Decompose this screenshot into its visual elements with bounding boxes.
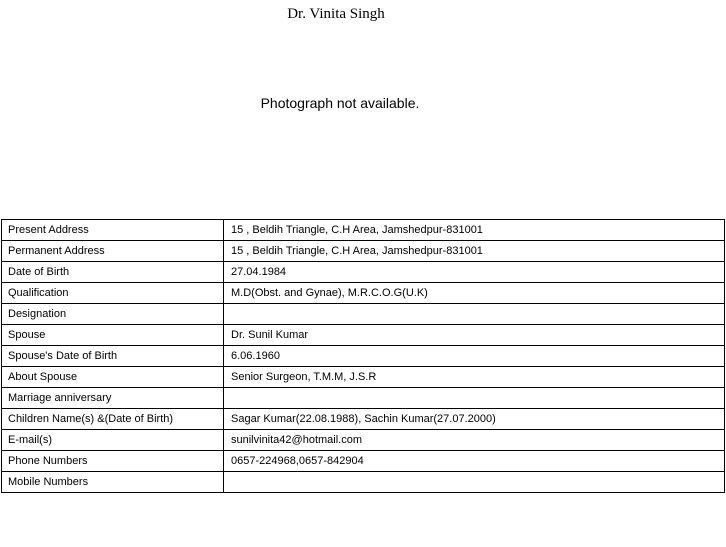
table-row (2, 409, 725, 430)
table-row (2, 241, 725, 262)
row-value: Dr. Sunil Kumar (224, 325, 725, 346)
row-value (224, 304, 725, 325)
row-label: Present Address (2, 220, 224, 241)
table-row (2, 472, 725, 493)
table-row (2, 388, 725, 409)
row-label: Qualification (2, 283, 224, 304)
row-label: Children Name(s) &(Date of Birth) (2, 409, 224, 430)
row-label: Designation (2, 304, 224, 325)
page-title: Dr. Vinita Singh (287, 6, 385, 22)
row-label: Permanent Address (2, 241, 224, 262)
row-label: Phone Numbers (2, 451, 224, 472)
table-row (2, 262, 725, 283)
table-row (2, 451, 725, 472)
row-label: Mobile Numbers (2, 472, 224, 493)
table-row (2, 304, 725, 325)
row-value: 15 , Beldih Triangle, C.H Area, Jamshedpur-831001 (224, 241, 725, 262)
row-value (224, 388, 725, 409)
row-value: 27.04.1984 (224, 262, 725, 283)
photo-placeholder-text: Photograph not available. (260, 95, 420, 111)
row-value: 15 , Beldih Triangle, C.H Area, Jamshedpur-831001 (224, 220, 725, 241)
table-row (2, 367, 725, 388)
table-row (2, 220, 725, 241)
row-value: Senior Surgeon, T.M.M, J.S.R (224, 367, 725, 388)
row-label: E-mail(s) (2, 430, 224, 451)
table-row (2, 346, 725, 367)
row-label: About Spouse (2, 367, 224, 388)
row-value: 6.06.1960 (224, 346, 725, 367)
row-value: 0657-224968,0657-842904 (224, 451, 725, 472)
row-label: Spouse's Date of Birth (2, 346, 224, 367)
row-label: Date of Birth (2, 262, 224, 283)
table-row (2, 325, 725, 346)
table-row (2, 283, 725, 304)
profile-table (1, 219, 725, 493)
table-row (2, 430, 725, 451)
row-label: Marriage anniversary (2, 388, 224, 409)
row-label: Spouse (2, 325, 224, 346)
row-value: M.D(Obst. and Gynae), M.R.C.O.G(U.K) (224, 283, 725, 304)
row-value (224, 472, 725, 493)
row-value: sunilvinita42@hotmail.com (224, 430, 725, 451)
row-value: Sagar Kumar(22.08.1988), Sachin Kumar(27.07.2000) (224, 409, 725, 430)
